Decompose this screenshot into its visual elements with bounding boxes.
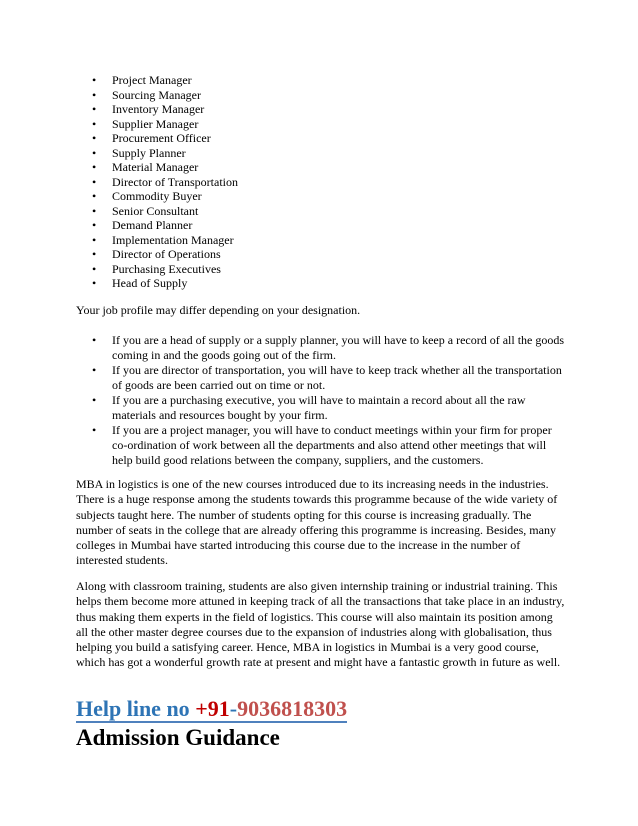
helpline-number: 9036818303	[237, 696, 348, 721]
list-item: • Implementation Manager	[92, 233, 238, 248]
list-item: • Director of Operations	[92, 247, 238, 262]
list-item: • Head of Supply	[92, 276, 238, 291]
helpline-underline	[76, 721, 347, 723]
helpline-heading	[76, 696, 347, 722]
list-item: • Inventory Manager	[92, 102, 238, 117]
list-item: • Commodity Buyer	[92, 189, 238, 204]
job-titles-list	[92, 73, 238, 291]
paragraph-training: Along with classroom training, students are also given internship training or industrial training. This helps them become more attuned in keeping track of all the transactions that take place in an industry, thus making them experts in the field of logistics. This course will also maintain its position among all the other master degree courses due to the expansion of industries along with globalisation, thus helping you build a satisfying career. Hence, MBA in logistics in Mumbai is a very good course, which has got a wonderful growth rate at present and might have a fantastic growth in future as well.	[76, 579, 565, 670]
profile-intro: Your job profile may differ depending on your designation.	[76, 303, 361, 317]
list-item: • If you are a head of supply or a supply planner, you will have to keep a record of all the goods coming in and the goods going out of the firm.	[92, 333, 566, 363]
paragraph-courses: MBA in logistics is one of the new courses introduced due to its increasing needs in the industries. There is a huge response among the students towards this programme because of the wide variety of subjects taught here. The number of students opting for this course is increasing gradually. The number of seats in the college that are already offering this programme is increasing. Besides, many colleges in Mumbai have started introducing this course due to the increase in the number of interested students.	[76, 477, 558, 568]
list-item: • Supplier Manager	[92, 117, 238, 132]
list-item: • Project Manager	[92, 73, 238, 88]
list-item: • Purchasing Executives	[92, 262, 238, 277]
duties-list	[92, 333, 566, 468]
list-item: • Senior Consultant	[92, 204, 238, 219]
list-item: • Sourcing Manager	[92, 88, 238, 103]
list-item: • Supply Planner	[92, 146, 238, 161]
list-item: • Demand Planner	[92, 218, 238, 233]
list-item: • Material Manager	[92, 160, 238, 175]
list-item: • Procurement Officer	[92, 131, 238, 146]
list-item: • If you are a project manager, you will have to conduct meetings within your firm for proper co-ordination of work between all the departments and also attend other meetings that will help build good relations between the company, suppliers, and the customers.	[92, 423, 566, 468]
helpline-country-code: +91	[195, 696, 230, 721]
helpline-dash: -	[229, 696, 238, 721]
list-item: • If you are director of transportation, you will have to keep track whether all the transportation of goods are been carried out on time or not.	[92, 363, 566, 393]
list-item: • If you are a purchasing executive, you will have to maintain a record about all the raw materials and resources bought by your firm.	[92, 393, 566, 423]
admission-heading: Admission Guidance	[76, 725, 280, 750]
helpline-label: Help line no	[76, 696, 196, 721]
list-item: • Director of Transportation	[92, 175, 238, 190]
